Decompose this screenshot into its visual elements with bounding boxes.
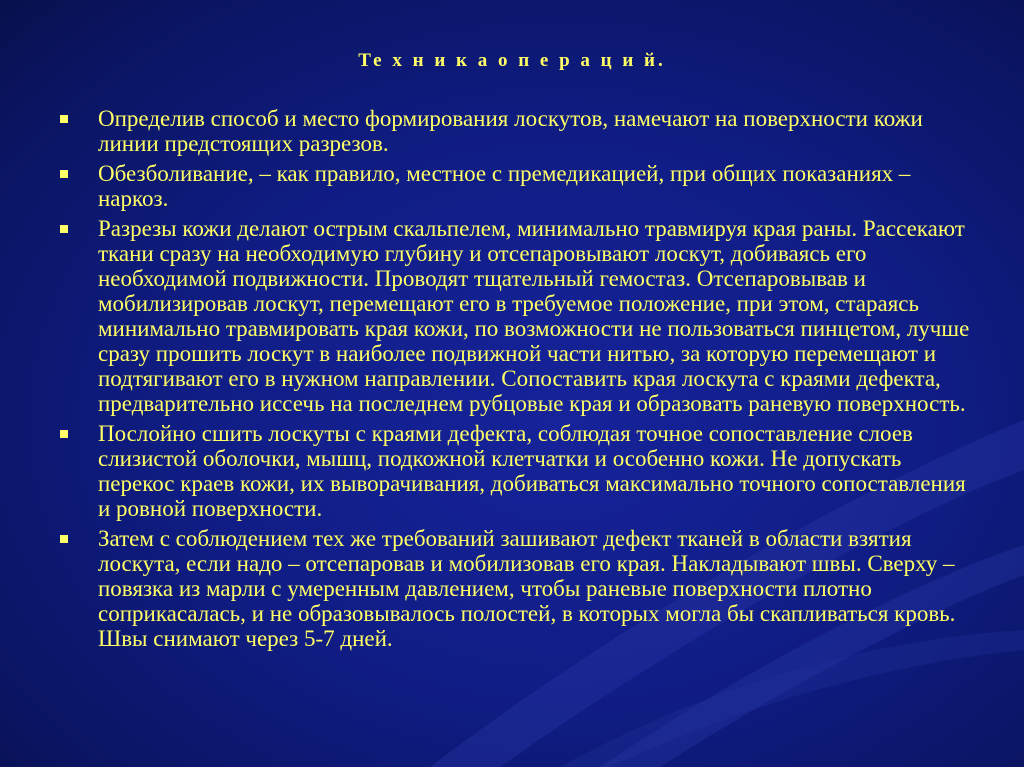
bullet-text: Затем с соблюдением тех же требований зашивают дефект тканей в области взятия лоскута, если надо – отсепаровав и мобилизовав его края. Накладывают швы. Сверху – повязка из марли с умеренным давлением, чтобы раневые поверхности плотно соприкасалась, и не образовывалось полостей, в которых могла бы скапливаться кровь. Швы снимают через 5-7 дней. bbox=[98, 526, 956, 651]
square-bullet-icon bbox=[60, 430, 68, 438]
square-bullet-icon bbox=[60, 225, 68, 233]
bullet-item bbox=[58, 421, 978, 521]
bullet-item bbox=[58, 106, 978, 156]
square-bullet-icon bbox=[60, 115, 68, 123]
bullet-text: Разрезы кожи делают острым скальпелем, минимально травмируя края раны. Рассекают ткани сразу на необходимую глубину и отсепаровывают лоскут, добиваясь его необходимой подвижности. Проводят тщательный гемостаз. Отсепаровывав и мобилизировав лоскут, перемещают его в требуемое положение, при этом, стараясь минимально травмировать края кожи, по возможности не пользоваться пинцетом, лучше сразу прошить лоскут в наиболее подвижной части нитью, за которую перемещают и подтягивают его в нужном направлении. Сопоставить края лоскута с краями дефекта, предварительно иссечь на последнем рубцовые края и образовать раневую поверхность. bbox=[98, 216, 970, 416]
square-bullet-icon bbox=[60, 170, 68, 178]
bullet-item bbox=[58, 216, 978, 416]
square-bullet-icon bbox=[60, 535, 68, 543]
slide-title: Те х н и к а о п е р а ц и й. bbox=[358, 50, 666, 71]
bullet-text: Определив способ и место формирования лоскутов, намечают на поверхности кожи линии предстоящих разрезов. bbox=[98, 106, 923, 156]
bullet-text: Послойно сшить лоскуты с краями дефекта, соблюдая точное сопоставление слоев слизистой оболочки, мышц, подкожной клетчатки и особенно кожи. Не допускать перекос краев кожи, их выворачивания, добиваться максимально точного сопоставления и ровной поверхности. bbox=[98, 421, 966, 521]
bullet-list bbox=[58, 106, 978, 656]
bullet-text: Обезболивание, – как правило, местное с премедикацией, при общих показаниях – наркоз. bbox=[98, 161, 911, 211]
bullet-item bbox=[58, 526, 978, 651]
bullet-item bbox=[58, 161, 978, 211]
